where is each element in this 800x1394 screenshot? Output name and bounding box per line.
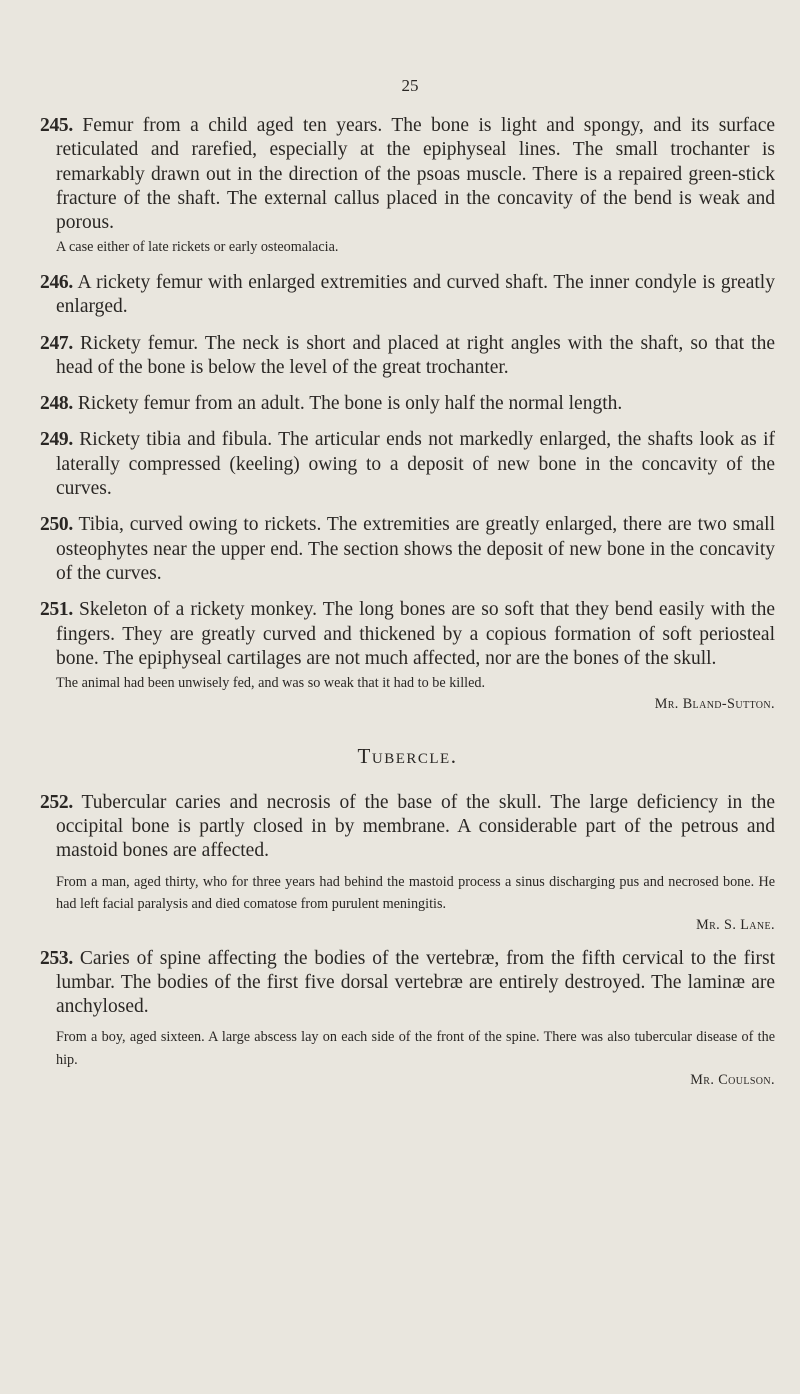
entry-253 [40,947,775,1020]
entry-number: 251. [40,599,73,621]
entry-number: 246. [40,271,73,293]
entry-text: A rickety femur with enlarged extremities and curved shaft. The inner condyle is greatly enlarged. [56,271,775,318]
entry-signature: Mr. Bland-Sutton. [654,695,775,712]
entry-252 [40,791,775,864]
document-page [40,0,775,1090]
entry-249 [40,428,775,501]
entry-text: Skeleton of a rickety monkey. The long bones are so soft that they bend easily with the fingers. They are greatly curved and thickened by a copious formation of soft periosteal bone. The epiphyseal cartilages are not much affected, nor are the bones of the skull. [56,599,776,669]
entry-signature: Mr. Coulson. [690,1072,775,1089]
entry-246 [40,271,775,320]
entry-note: The animal had been unwisely fed, and was so weak that it had to be killed. [56,675,486,692]
section-heading: Tubercle. [357,743,458,768]
entry-250 [40,513,775,586]
entry-245 [40,114,775,235]
entry-247 [40,332,775,381]
page-number: 25 [401,76,419,95]
entry-number: 250. [40,514,73,536]
entry-number: 248. [40,393,73,415]
entry-number: 247. [40,332,73,354]
entry-text: Tibia, curved owing to rickets. The extremities are greatly enlarged, there are two small osteophytes near the upper end. The section shows the deposit of new bone in the concavity of the curves. [56,514,775,584]
entry-text: Femur from a child aged ten years. The bone is light and spongy, and its surface reticulated and rarefied, especially at the epiphyseal lines. The small trochanter is remarkably drawn out in the direction of the psoas muscle. There is a repaired green-stick fracture of the shaft. The external callus placed in the concavity of the bend is weak and porous. [56,115,776,234]
entry-251 [40,598,775,671]
entry-note: From a man, aged thirty, who for three years had behind the mastoid process a sinus discharging pus and necrosed bone. He had left facial paralysis and died comatose from purulent meningitis. [56,873,775,913]
entry-note: From a boy, aged sixteen. A large abscess lay on each side of the front of the spine. There was also tubercular disease of the hip. [56,1029,775,1068]
entry-number: 245. [40,115,73,136]
entry-text: Rickety tibia and fibula. The articular ends not markedly enlarged, the shafts look as if laterally compressed (keeling) owing to a deposit of new bone in the concavity of the curves. [56,429,776,500]
entry-text: Rickety femur. The neck is short and placed at right angles with the shaft, so that the head of the bone is below the level of the great trochanter. [56,332,775,378]
entry-number: 252. [40,791,73,813]
entry-text: Rickety femur from an adult. The bone is only half the normal length. [77,393,623,415]
entry-248 [40,392,775,416]
entry-signature: Mr. S. Lane. [696,916,775,933]
entry-number: 253. [40,947,73,969]
entry-text: Caries of spine affecting the bodies of the vertebræ, from the fifth cervical to the first lumbar. The bodies of the first five dorsal vertebræ are entirely destroyed. The laminæ are anchylosed. [56,947,775,1018]
entry-text: Tubercular caries and necrosis of the base of the skull. The large deficiency in the occipital bone is partly closed in by membrane. A considerable part of the petrous and mastoid bones are affected. [56,791,775,862]
entry-number: 249. [40,429,73,451]
entry-note: A case either of late rickets or early osteomalacia. [56,239,339,256]
